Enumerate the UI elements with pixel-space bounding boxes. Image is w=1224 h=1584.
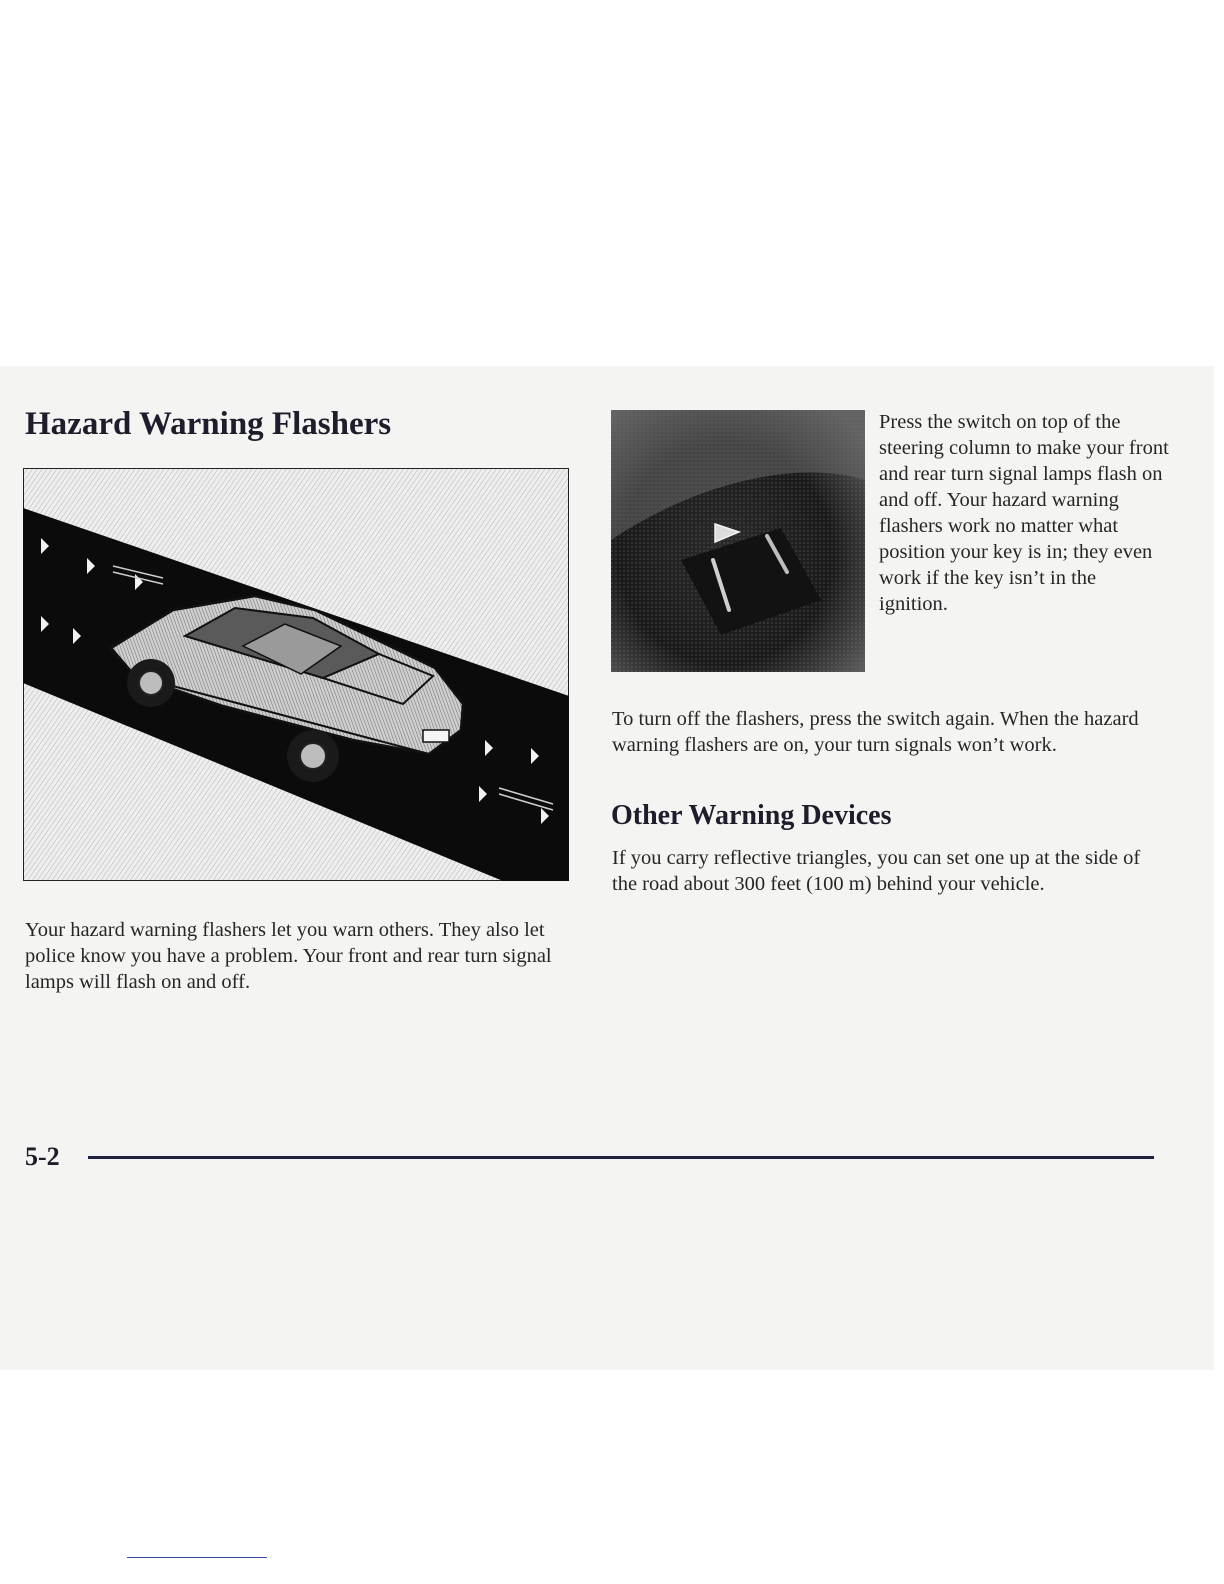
hazard-intro-text: Your hazard warning flashers let you warn others. They also let police know you have a problem. Your front and rear turn signal lamps will flash on and off. bbox=[25, 919, 552, 993]
car-hazard-illustration bbox=[23, 468, 569, 881]
bottom-underline-mark bbox=[127, 1557, 267, 1558]
reflective-triangles-text: If you carry reflective triangles, you can set one up at the side of the road about 300 feet (100 m) behind your vehicle. bbox=[612, 847, 1141, 895]
section-heading-other-warning-devices: Other Warning Devices bbox=[611, 800, 892, 831]
hazard-switch-photo bbox=[611, 410, 865, 672]
switch-instructions-text: Press the switch on top of the steering column to make your front and rear turn signal lamps flash on and off. Your hazard warning flashers work no matter what position your key is in; they even work if the key isn’t in the ignition. bbox=[879, 411, 1169, 615]
page-title: Hazard Warning Flashers bbox=[25, 406, 392, 442]
turn-off-text: To turn off the flashers, press the switch again. When the hazard warning flashers are on, your turn signals won’t work. bbox=[612, 708, 1139, 756]
page-number: 5-2 bbox=[25, 1142, 60, 1171]
footer-divider bbox=[88, 1156, 1154, 1159]
